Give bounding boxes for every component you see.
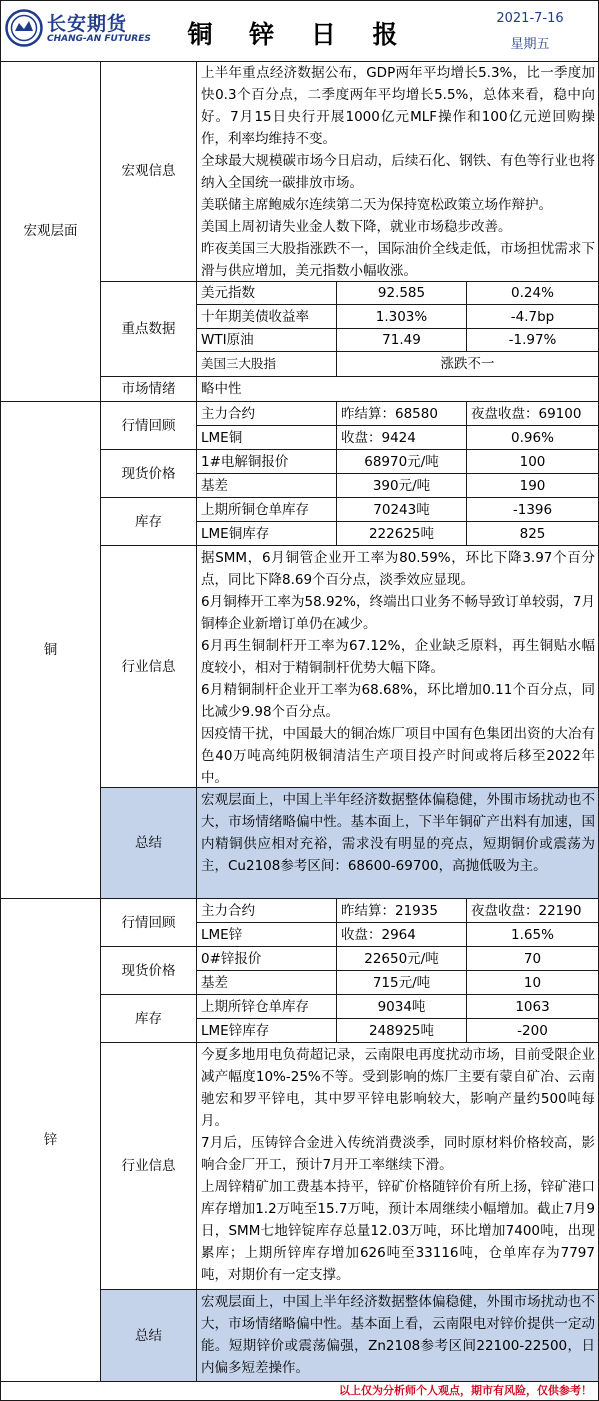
data-row-name: 美国三大股指	[197, 352, 337, 377]
copper-summary-label: 总结	[101, 788, 197, 899]
section-macro-label: 宏观层面	[1, 61, 101, 402]
table-cell: 0#锌报价	[197, 947, 337, 971]
table-cell: 1#电解铜报价	[197, 450, 337, 474]
report-weekday: 星期五	[510, 37, 550, 52]
table-cell: 昨结算：21935	[337, 899, 467, 923]
data-row-value: 92.585	[337, 282, 467, 305]
table-cell: -1396	[467, 498, 598, 522]
table-cell: 基差	[197, 474, 337, 498]
data-row-name: 美元指数	[197, 282, 337, 305]
table-cell: 昨结算：68580	[337, 402, 467, 426]
table-cell: 上期所铜仓单库存	[197, 498, 337, 522]
table-cell: 1.65%	[467, 923, 598, 947]
report-date: 2021-7-16	[496, 11, 564, 26]
table-cell: 715元/吨	[337, 971, 467, 995]
table-cell: LME锌库存	[197, 1019, 337, 1043]
table-cell: 1063	[467, 995, 598, 1019]
data-row-name: 十年期美债收益率	[197, 305, 337, 329]
macro-data-label: 重点数据	[101, 282, 197, 377]
table-cell: 222625吨	[337, 522, 467, 546]
table-cell: 70	[467, 947, 598, 971]
table-cell: 主力合约	[197, 402, 337, 426]
data-row-value: 1.303%	[337, 305, 467, 329]
copper-summary-text: 宏观层面上，中国上半年经济数据整体偏稳健，外围市场扰动也不大，市场情绪略偏中性。基本面上，下半年铜矿产出料有加速，国内精铜供应相对充裕，需求没有明显的亮点，短期铜价或震荡为主，Cu2108参考区间：68600-69700，高抛低吸为主。	[197, 788, 598, 899]
table-cell: 10	[467, 971, 598, 995]
table-cell: 9034吨	[337, 995, 467, 1019]
table-cell: 22650元/吨	[337, 947, 467, 971]
table-cell: LME锌	[197, 923, 337, 947]
copper-inventory-label: 库存	[101, 498, 197, 546]
table-cell: 0.96%	[467, 426, 598, 450]
table-cell: 上期所锌仓单库存	[197, 995, 337, 1019]
copper-review-label: 行情回顾	[101, 402, 197, 450]
macro-sentiment-value: 略中性	[197, 377, 598, 402]
logo-chinese-name: 长安期货	[47, 13, 128, 35]
data-row-change: 0.24%	[467, 282, 598, 305]
logo-english-name: CHANG-AN FUTURES	[47, 34, 151, 44]
table-cell: 390元/吨	[337, 474, 467, 498]
table-cell: 190	[467, 474, 598, 498]
table-cell: 825	[467, 522, 598, 546]
table-cell: 68970元/吨	[337, 450, 467, 474]
data-row-value: 涨跌不一	[337, 352, 598, 377]
macro-info-text: 上半年重点经济数据公布，GDP两年平均增长5.3%，比一季度加快0.3个百分点，二季度两年平均增长5.5%，总体来看，稳中向好。7月15日央行开展1000亿元MLF操作和100亿元逆回购操作，利率均维持不变。 全球最大规模碳市场今日启动，后续石化、钢铁、有色等行业也将纳入全国统一碳排放市场。 美联储主席鲍威尔连续第二天为保持宽松政策立场作辩护。 美国上周初请失业金人数下降，就业市场稳步改善。 昨夜美国三大股指涨跌不一，国际油价全线走低，市场担忧需求下滑与供应增加，美元指数小幅收涨。	[197, 61, 598, 282]
zinc-industry-text: 今夏多地用电负荷超记录，云南限电再度扰动市场，目前受限企业减产幅度10%-25%不等。受到影响的炼厂主要有蒙自矿冶、云南驰宏和罗平锌电，其中罗平锌电影响较大，影响产量约500吨每月。 7月后，压铸锌合金进入传统消费淡季，同时原材料价格较高，影响合金厂开工，预计7月开工率继续下滑。 上周锌精矿加工费基本持平，锌矿价格随锌价有所上扬，锌矿港口库存增加1.2万吨至15.7万吨，预计本周继续小幅增加。截止7月9日，SMM七地锌锭库存总量12.03万吨，环比增加7400吨，出现累库；上期所锌库存增加626吨至33116吨，仓单库存为7797吨，对期价有一定支撑。	[197, 1043, 598, 1290]
macro-info-label: 宏观信息	[101, 61, 197, 282]
zinc-summary-label: 总结	[101, 1290, 197, 1382]
data-row-change: -4.7bp	[467, 305, 598, 329]
table-cell: 夜盘收盘：22190	[467, 899, 598, 923]
table-cell: -200	[467, 1019, 598, 1043]
table-cell: 主力合约	[197, 899, 337, 923]
table-cell: 夜盘收盘：69100	[467, 402, 598, 426]
table-cell: 收盘：2964	[337, 923, 467, 947]
table-cell: LME铜	[197, 426, 337, 450]
copper-industry-label: 行业信息	[101, 546, 197, 788]
data-row-change: -1.97%	[467, 329, 598, 352]
risk-disclaimer: 以上仅为分析师个人观点，期市有风险，仅供参考！	[339, 1384, 592, 1397]
zinc-spot-label: 现货价格	[101, 947, 197, 995]
table-cell: 收盘：9424	[337, 426, 467, 450]
zinc-industry-label: 行业信息	[101, 1043, 197, 1290]
table-cell: 基差	[197, 971, 337, 995]
table-cell: 70243吨	[337, 498, 467, 522]
table-cell: LME铜库存	[197, 522, 337, 546]
zinc-review-label: 行情回顾	[101, 899, 197, 947]
table-cell: 100	[467, 450, 598, 474]
zinc-inventory-label: 库存	[101, 995, 197, 1043]
zinc-summary-text: 宏观层面上，中国上半年经济数据整体偏稳健，外围市场扰动也不大，市场情绪略偏中性。基本面上看，云南限电对锌价提供一定动能。短期锌价或震荡偏强，Zn2108参考区间22100-22500，日内偏多短差操作。	[197, 1290, 598, 1382]
macro-sentiment-label: 市场情绪	[101, 377, 197, 402]
data-row-value: 71.49	[337, 329, 467, 352]
data-row-name: WTI原油	[197, 329, 337, 352]
report-header	[1, 1, 598, 62]
section-copper-label: 铜	[1, 402, 101, 899]
copper-industry-text: 据SMM，6月铜管企业开工率为80.59%，环比下降3.97个百分点，同比下降8.69个百分点，淡季效应显现。 6月铜棒开工率为58.92%，终端出口业务不畅导致订单较弱，7月铜棒企业新增订单仍在减少。 6月再生铜制杆开工率为67.12%，企业缺乏原料，再生铜贴水幅度较小，相对于精铜制杆优势大幅下降。 6月精铜制杆企业开工率为68.68%，环比增加0.11个百分点，同比减少9.98个百分点。 因疫情干扰，中国最大的铜冶炼厂项目中国有色集团出资的大冶有色40万吨高纯阴极铜清洁生产项目投产时间或将后移至2022年中。	[197, 546, 598, 788]
section-zinc-label: 锌	[1, 899, 101, 1382]
copper-spot-label: 现货价格	[101, 450, 197, 498]
table-cell: 248925吨	[337, 1019, 467, 1043]
report-title: 铜 锌 日 报	[187, 20, 412, 49]
